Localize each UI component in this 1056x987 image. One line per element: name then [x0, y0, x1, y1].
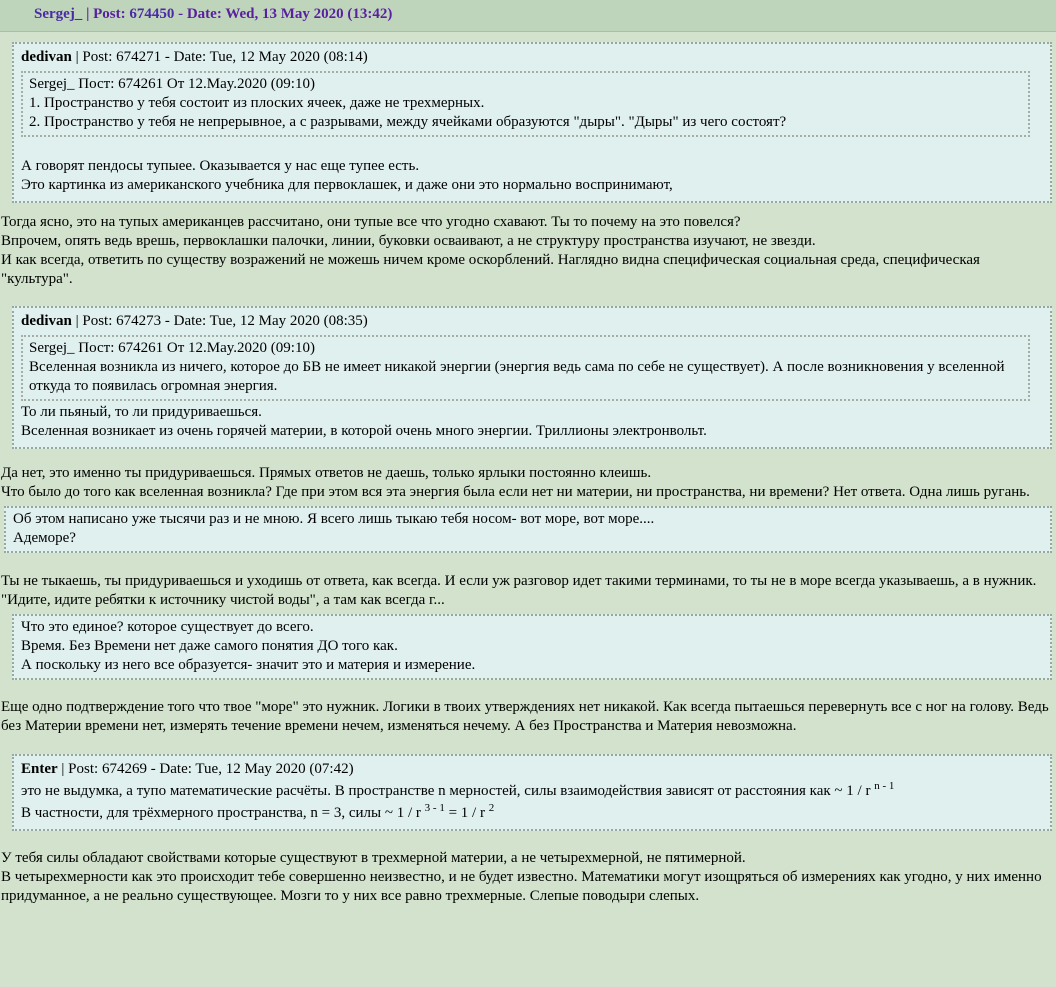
reply-line: В четырехмерности как это происходит тебе совершенно неизвестно, и не будет известно. Математики могут изощряться об измерениях как угодно, у них именно придуманное, а не реально существующее. Мозги то у них все равно трехмерные. Слепые поводыри слепых.: [1, 869, 1042, 904]
reply-line: Что было до того как вселенная возникла? Где при этом вся эта энергия была если нет ни материи, ни пространства, ни времени? Нет ответа. Одна лишь ругань.: [1, 484, 1030, 500]
quote-line: Что это единое? которое существует до всего.: [21, 619, 314, 635]
post-label: | Post:: [82, 6, 130, 22]
quote-line: А говорят пендосы тупыее. Оказывается у нас еще тупее есть.: [21, 158, 420, 174]
quote-title: [21, 312, 1044, 331]
nested-quote-line: 2. Пространство у тебя не непрерывное, а с разрывами, между ячейками образуются "дыры". "Дыры" из чего состоят?: [29, 114, 787, 130]
nested-quote-title: Sergej_ Пост: 674261 От 12.May.2020 (09:10): [29, 340, 315, 356]
quote-block-short: [4, 506, 1052, 553]
nested-quote-line: 1. Пространство у тебя состоит из плоских ячеек, даже не трехмерных.: [29, 95, 485, 111]
quote-block-enter-674269: [12, 754, 1052, 831]
reply-line: И как всегда, ответить по существу возражений не можешь ничем кроме оскорблений. Наглядно видна специфическая социальная среда, специфическая "культура".: [1, 252, 980, 287]
post-date: - Date: Wed, 13 May 2020 (13:42): [174, 6, 393, 22]
reply-line: Еще одно подтверждение того что твое "море" это нужник. Логики в твоих утверждениях нет никакой. Как всегда пытаешься перевернуть все с ног на голову. Ведь без Материи времени нет, измерять течение времени нечем, изменяться нечему. А без Пространства и Материя невозможна.: [1, 699, 1049, 734]
quote-author[interactable]: dedivan: [21, 49, 72, 65]
post-header: [0, 0, 1056, 32]
reply-paragraph: [0, 572, 1056, 610]
quote-line: Это картинка из американского учебника для первоклашек, и даже они это нормально воспринимают,: [21, 177, 673, 193]
quote-block-dedivan-674271: [12, 42, 1052, 203]
nested-quote-title: Sergej_ Пост: 674261 От 12.May.2020 (09:10): [29, 76, 315, 92]
quote-author[interactable]: dedivan: [21, 313, 72, 329]
quote-line: То ли пьяный, то ли придуриваешься.: [21, 404, 262, 420]
reply-paragraph: [0, 698, 1056, 736]
reply-line: Тогда ясно, это на тупых американцев рассчитано, они тупые все что угодно схавают. Ты то почему на это повелся?: [1, 214, 741, 230]
quote-line: В частности, для трёхмерного пространства, n = 3, силы ~ 1 / r $^{3 - 1}$ = 1 / r $^2$: [21, 802, 495, 821]
nested-quote: [21, 71, 1030, 137]
reply-line: Ты не тыкаешь, ты придуриваешься и уходишь от ответа, как всегда. И если уж разговор идет такими терминами, то ты не в море всегда указываешь, а в нужник. "Идите, идите ребятки к источнику чистой воды", а там как всегда г...: [1, 573, 1037, 608]
quote-title: [21, 48, 1044, 67]
reply-paragraph: [0, 464, 1056, 502]
post-author-link[interactable]: Sergej_: [34, 6, 83, 22]
quote-block-short: [12, 614, 1052, 680]
quote-meta: | Post: 674269 - Date: Tue, 12 May 2020 (07:42): [57, 761, 354, 777]
quote-line: Время. Без Времени нет даже самого понятия ДО того как.: [21, 638, 398, 654]
nested-quote: [21, 335, 1030, 401]
nested-quote-line: Вселенная возникла из ничего, которое до БВ не имеет никакой энергии (энергия ведь сама по себе не существует). А после возникновения у вселенной откуда то появилась огромная энергия.: [29, 359, 1005, 394]
quote-block-dedivan-674273: [12, 306, 1052, 449]
reply-paragraph: [0, 849, 1056, 906]
quote-line: Адеморе?: [13, 530, 76, 546]
post-body: [0, 32, 1056, 906]
quote-line: А поскольку из него все образуется- значит это и материя и измерение.: [21, 657, 476, 673]
quote-title: [21, 760, 1044, 779]
reply-line: Да нет, это именно ты придуриваешься. Прямых ответов не даешь, только ярлыки постоянно клеишь.: [1, 465, 652, 481]
post-number-link[interactable]: 674450: [129, 6, 175, 22]
quote-line: это не выдумка, а тупо математические расчёты. В пространстве n мерностей, силы взаимодействия зависят от расстояния как ~ 1 / r $^{n - 1}$: [21, 780, 895, 799]
reply-line: У тебя силы обладают свойствами которые существуют в трехмерной материи, а не четырехмерной, не пятимерной.: [1, 850, 746, 866]
reply-line: Впрочем, опять ведь врешь, первоклашки палочки, линии, буковки осваивают, а не структуру пространства изучают, не звезди.: [1, 233, 816, 249]
quote-author[interactable]: Enter: [21, 761, 58, 777]
quote-meta: | Post: 674273 - Date: Tue, 12 May 2020 (08:35): [71, 313, 368, 329]
reply-paragraph: [0, 213, 1056, 289]
quote-meta: | Post: 674271 - Date: Tue, 12 May 2020 (08:14): [71, 49, 368, 65]
quote-line: Об этом написано уже тысячи раз и не мною. Я всего лишь тыкаю тебя носом- вот море, вот море....: [13, 511, 655, 527]
quote-line: Вселенная возникает из очень горячей материи, в которой очень много энергии. Триллионы электронвольт.: [21, 423, 707, 439]
